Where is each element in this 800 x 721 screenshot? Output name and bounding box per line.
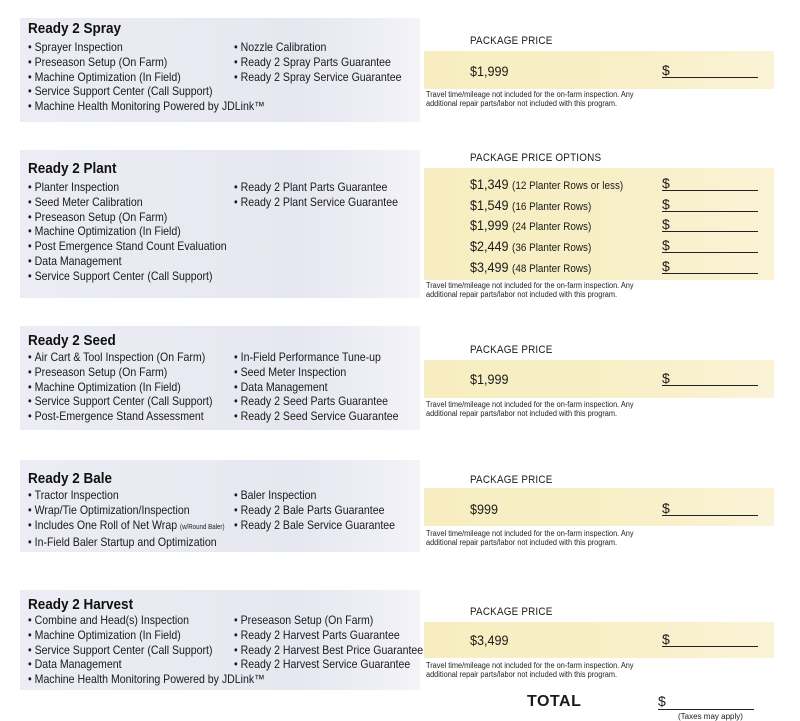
feature-item: • Ready 2 Spray Parts Guarantee [234, 55, 401, 70]
feature-list-right [234, 350, 421, 424]
price-value: $999 [470, 501, 499, 517]
feature-item: • Ready 2 Harvest Parts Guarantee [234, 628, 423, 643]
price-amount [470, 632, 509, 648]
package-title: Ready 2 Seed [28, 332, 116, 349]
feature-item: • Combine and Head(s) Inspection [28, 613, 265, 628]
price-note: (48 Planter Rows) [512, 263, 592, 275]
price-option [470, 259, 591, 275]
feature-item: • In-Field Performance Tune-up [234, 350, 399, 365]
price-value: $1,349 [470, 176, 509, 192]
feature-item: • Ready 2 Harvest Service Guarantee [234, 657, 423, 672]
feature-item: • Ready 2 Spray Service Guarantee [234, 70, 401, 85]
feature-item: • In-Field Baler Startup and Optimization [28, 535, 225, 550]
price-option [470, 238, 591, 254]
feature-item: • Machine Health Monitoring Powered by JDLink™ [28, 99, 265, 114]
price-entry-field[interactable]: $ [662, 63, 758, 78]
price-option [470, 197, 591, 213]
feature-list-right [234, 180, 420, 210]
price-entry-field[interactable]: $ [662, 632, 758, 647]
feature-item: • Data Management [28, 254, 227, 269]
feature-item: • Service Support Center (Call Support) [28, 394, 212, 409]
package-title: Ready 2 Bale [28, 470, 113, 487]
feature-item: • Machine Health Monitoring Powered by JDLink™ [28, 672, 265, 687]
feature-item: • Machine Optimization (In Field) [28, 224, 227, 239]
fine-print: Travel time/mileage not included for the on-farm inspection. Any additional repair parts/labor not included with this program. [426, 281, 634, 299]
feature-item: • Service Support Center (Call Support) [28, 643, 265, 658]
total-label: TOTAL [527, 693, 582, 710]
price-note: (24 Planter Rows) [512, 221, 592, 233]
feature-item: • Sprayer Inspection [28, 40, 265, 55]
feature-item: • Ready 2 Harvest Best Price Guarantee [234, 643, 423, 658]
feature-item: • Post Emergence Stand Count Evaluation [28, 239, 227, 254]
feature-item: • Preseason Setup (On Farm) [28, 210, 227, 225]
price-header: PACKAGE PRICE OPTIONS [470, 152, 602, 164]
feature-list-right [234, 613, 449, 672]
package-details-panel [20, 18, 420, 122]
price-amount [470, 501, 498, 517]
price-value: $3,499 [470, 632, 509, 648]
feature-list-left [28, 488, 251, 550]
price-option [470, 217, 591, 233]
feature-text: Includes One Roll of Net Wrap [34, 517, 178, 532]
price-note: (12 Planter Rows or less) [512, 180, 624, 192]
feature-item: • Machine Optimization (In Field) [28, 380, 212, 395]
feature-item: • Ready 2 Plant Parts Guarantee [234, 180, 398, 195]
price-entry-field[interactable]: $ [662, 217, 758, 232]
package-title: Ready 2 Harvest [28, 596, 134, 613]
package-details-panel [20, 150, 420, 298]
price-note: (36 Planter Rows) [512, 242, 592, 254]
feature-item: • Seed Meter Inspection [234, 365, 399, 380]
price-value: $1,549 [470, 197, 509, 213]
feature-item: • Machine Optimization (In Field) [28, 70, 265, 85]
feature-list-right [234, 488, 417, 532]
price-entry-field[interactable]: $ [662, 197, 758, 212]
feature-item: • Service Support Center (Call Support) [28, 269, 227, 284]
feature-item: • Service Support Center (Call Support) [28, 84, 265, 99]
price-header: PACKAGE PRICE [470, 606, 553, 618]
feature-item: • Air Cart & Tool Inspection (On Farm) [28, 350, 212, 365]
feature-list-left [28, 350, 238, 424]
package-title: Ready 2 Spray [28, 20, 122, 37]
feature-item: • Post-Emergence Stand Assessment [28, 409, 212, 424]
price-option [470, 176, 623, 192]
feature-item: • Preseason Setup (On Farm) [234, 613, 423, 628]
feature-item: • Planter Inspection [28, 180, 227, 195]
price-entry-field[interactable]: $ [662, 176, 758, 191]
price-amount [470, 63, 509, 79]
price-header: PACKAGE PRICE [470, 35, 553, 47]
fine-print: Travel time/mileage not included for the on-farm inspection. Any additional repair parts/labor not included with this program. [426, 400, 634, 418]
fine-print: Travel time/mileage not included for the on-farm inspection. Any additional repair parts/labor not included with this program. [426, 529, 634, 547]
feature-list-right [234, 40, 424, 84]
feature-item: • Preseason Setup (On Farm) [28, 55, 265, 70]
feature-item: • Baler Inspection [234, 488, 395, 503]
price-value: $3,499 [470, 259, 509, 275]
price-entry-field[interactable]: $ [662, 501, 758, 516]
total-entry-field[interactable]: $ [658, 693, 754, 710]
feature-item: • Tractor Inspection [28, 488, 225, 503]
price-entry-field[interactable]: $ [662, 238, 758, 253]
package-details-panel [20, 460, 420, 552]
price-value: $1,999 [470, 217, 509, 233]
fine-print: Travel time/mileage not included for the on-farm inspection. Any additional repair parts/labor not included with this program. [426, 661, 634, 679]
feature-item: • Ready 2 Bale Service Guarantee [234, 518, 395, 533]
price-entry-field[interactable]: $ [662, 371, 758, 386]
price-value: $1,999 [470, 63, 509, 79]
price-header: PACKAGE PRICE [470, 344, 553, 356]
price-note: (16 Planter Rows) [512, 201, 592, 213]
package-title: Ready 2 Plant [28, 160, 117, 177]
price-amount [470, 371, 509, 387]
feature-item [28, 518, 225, 536]
package-details-panel [20, 590, 424, 690]
feature-list-left [28, 180, 254, 284]
tax-note: (Taxes may apply) [678, 712, 743, 721]
feature-item: • Ready 2 Plant Service Guarantee [234, 195, 398, 210]
fine-print: Travel time/mileage not included for the on-farm inspection. Any additional repair parts/labor not included with this program. [426, 90, 634, 108]
feature-item: • Preseason Setup (On Farm) [28, 365, 212, 380]
feature-item: • Ready 2 Bale Parts Guarantee [234, 503, 395, 518]
feature-item: • Wrap/Tie Optimization/Inspection [28, 503, 225, 518]
feature-item: • Ready 2 Seed Service Guarantee [234, 409, 399, 424]
feature-item: • Machine Optimization (In Field) [28, 628, 265, 643]
price-entry-field[interactable]: $ [662, 259, 758, 274]
feature-item: • Data Management [234, 380, 399, 395]
feature-item: • Nozzle Calibration [234, 40, 401, 55]
feature-qualifier: (w/Round Baler) [180, 523, 225, 531]
feature-item: • Data Management [28, 657, 265, 672]
package-details-panel [20, 326, 420, 430]
price-value: $1,999 [470, 371, 509, 387]
feature-item: • Ready 2 Seed Parts Guarantee [234, 394, 399, 409]
price-value: $2,449 [470, 238, 509, 254]
price-header: PACKAGE PRICE [470, 474, 553, 486]
feature-item: • Seed Meter Calibration [28, 195, 227, 210]
